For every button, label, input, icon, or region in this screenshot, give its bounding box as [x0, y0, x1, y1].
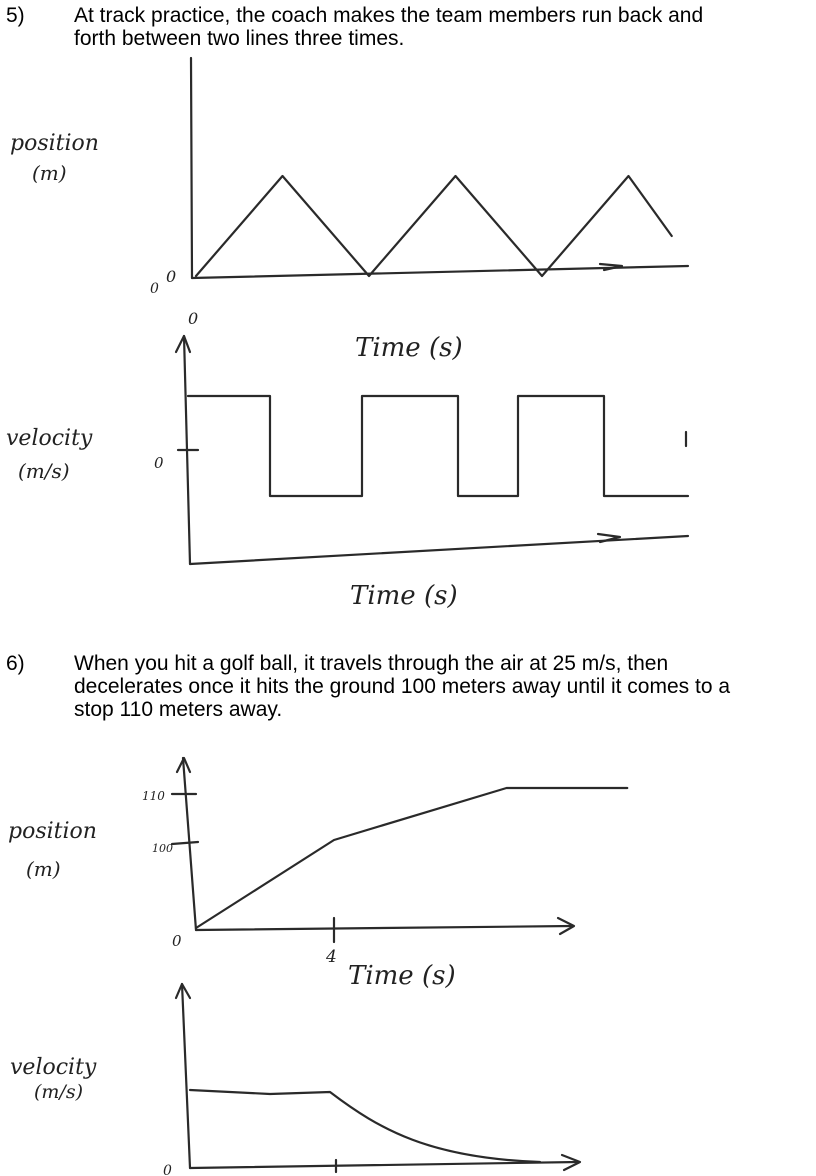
p6-velocity-ylabel-unit: (m/s) [34, 1081, 83, 1103]
p5-velocity-x-axis [190, 536, 688, 564]
p5-position-origin-x: 0 [188, 309, 199, 328]
p6-velocity-graph [10, 984, 580, 1176]
problem-text-line: When you hit a golf ball, it travels through the air at 25 m/s, then [74, 652, 669, 675]
p5-velocity-graph [6, 336, 688, 611]
p5-position-y-axis [191, 58, 192, 278]
p5-velocity-curve [188, 396, 688, 496]
p5-velocity-ylabel: velocity [6, 426, 93, 451]
p5-position-origin-y: 0 [166, 267, 177, 286]
p6-velocity-ylabel: velocity [10, 1055, 97, 1080]
problem-text-line: forth between two lines three times. [74, 27, 405, 50]
p6-position-xlabel: Time (s) [348, 961, 456, 991]
p6-velocity-x-axis [190, 1162, 578, 1168]
p5-position-xlabel: Time (s) [355, 333, 463, 363]
p6-position-tick-4-label: 4 [326, 947, 337, 967]
p6-position-ylabel-unit: (m) [26, 857, 61, 881]
p6-velocity-origin: 0 [163, 1163, 172, 1176]
problem-text-line: decelerates once it hits the ground 100 meters away until it comes to a [74, 675, 731, 698]
p6-position-graph [8, 758, 627, 991]
problem-text-line: At track practice, the coach makes the team members run back and [74, 4, 704, 27]
p5-velocity-ylabel-unit: (m/s) [18, 459, 70, 483]
problem-text-line: stop 110 meters away. [74, 698, 283, 721]
p5-position-curve [196, 176, 672, 276]
p5-position-origin-mark: 0 [150, 281, 159, 297]
p6-position-curve [196, 788, 627, 928]
p6-position-x-axis [196, 926, 572, 930]
p6-position-tick-110-label: 110 [142, 789, 165, 803]
p5-velocity-xlabel: Time (s) [350, 581, 458, 611]
p5-velocity-y-arrow [176, 336, 190, 352]
p6-position-ylabel: position [8, 819, 97, 844]
p5-position-graph [10, 58, 688, 363]
p5-position-ylabel-unit: (m) [32, 161, 67, 185]
problem-number: 6) [6, 652, 25, 675]
p5-velocity-zero-label: 0 [154, 454, 164, 472]
problem-number: 5) [6, 4, 25, 27]
p6-position-tick-100-label: 100 [152, 842, 173, 855]
p6-position-tick-100 [172, 842, 198, 844]
p6-velocity-y-axis [182, 984, 190, 1168]
p6-velocity-curve [190, 1090, 540, 1162]
p5-position-ylabel: position [10, 131, 99, 156]
p6-position-origin: 0 [172, 932, 182, 950]
